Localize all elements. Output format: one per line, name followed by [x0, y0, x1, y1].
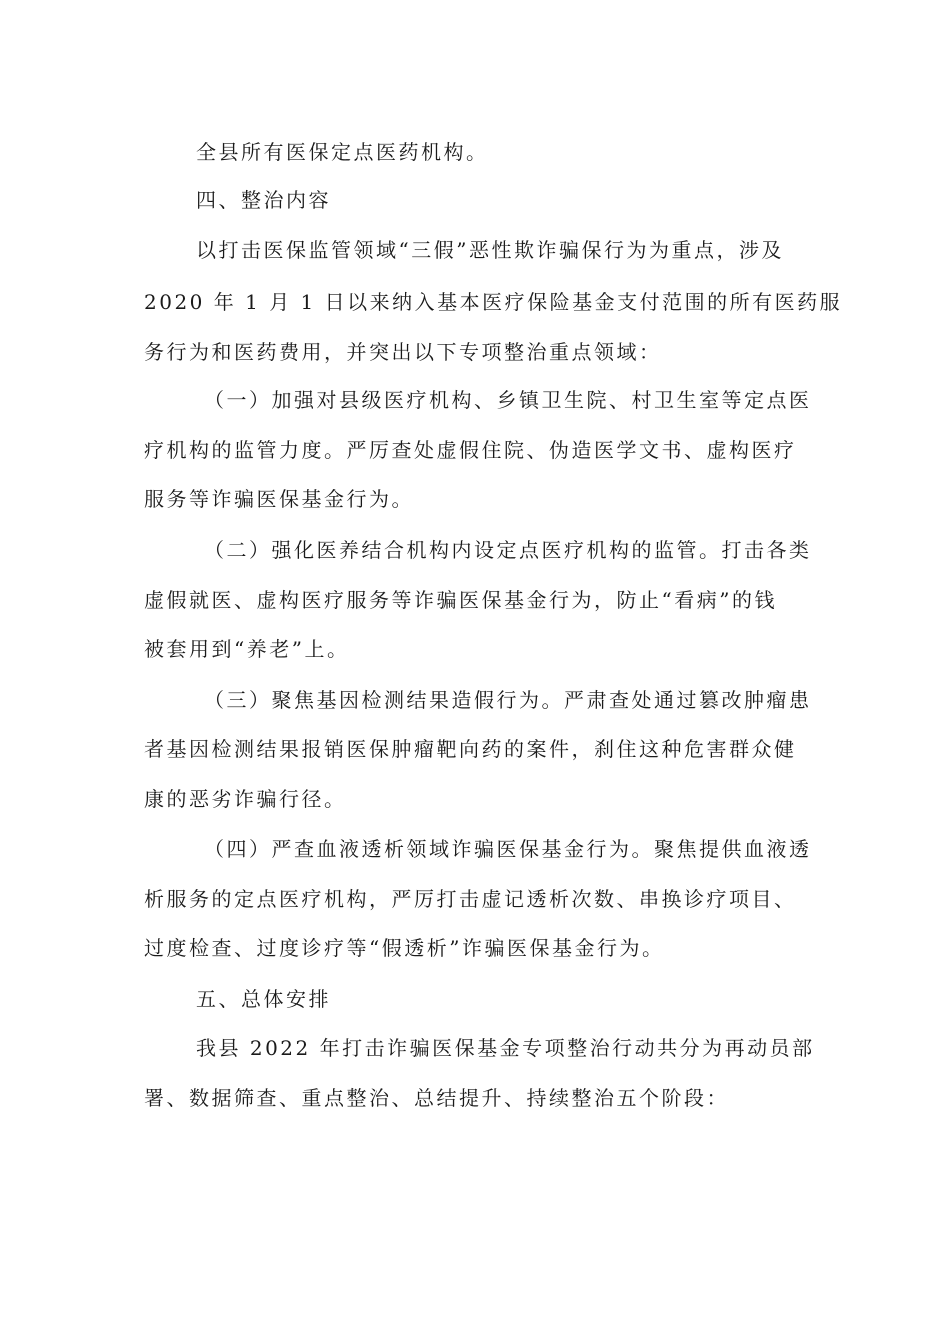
paragraph-line: 过度检查、过度诊疗等“假透析”诈骗医保基金行为。	[144, 936, 665, 960]
paragraph-line: 2020 年 1 月 1 日以来纳入基本医疗保险基金支付范围的所有医药服	[144, 290, 843, 314]
paragraph-line: 疗机构的监管力度。严厉查处虚假住院、伪造医学文书、虚构医疗	[144, 438, 797, 462]
paragraph-line: 务行为和医药费用，并突出以下专项整治重点领域：	[144, 340, 662, 364]
paragraph-line: 被套用到“养老”上。	[144, 637, 350, 661]
paragraph-line: （一）加强对县级医疗机构、乡镇卫生院、村卫生室等定点医	[204, 388, 812, 412]
paragraph-line: （三）聚焦基因检测结果造假行为。严肃查处通过篡改肿瘤患	[204, 688, 812, 712]
paragraph-line: 虚假就医、虚构医疗服务等诈骗医保基金行为，防止“看病”的钱	[144, 588, 777, 612]
paragraph-line: （四）严查血液透析领域诈骗医保基金行为。聚焦提供血液透	[204, 837, 812, 861]
paragraph-line: 以打击医保监管领域“三假”恶性欺诈骗保行为为重点，涉及	[196, 238, 784, 262]
paragraph-line: 析服务的定点医疗机构，严厉打击虚记透析次数、串换诊疗项目、	[144, 887, 797, 911]
section-heading: 五、总体安排	[196, 987, 331, 1011]
paragraph-line: （二）强化医养结合机构内设定点医疗机构的监管。打击各类	[204, 538, 812, 562]
paragraph-line: 我县 2022 年打击诈骗医保基金专项整治行动共分为再动员部	[196, 1036, 815, 1060]
paragraph-line: 全县所有医保定点医药机构。	[196, 140, 489, 164]
paragraph-line: 署、数据筛查、重点整治、总结提升、持续整治五个阶段：	[144, 1086, 729, 1110]
paragraph-line: 者基因检测结果报销医保肿瘤靶向药的案件，刹住这种危害群众健	[144, 737, 797, 761]
paragraph-line: 康的恶劣诈骗行径。	[144, 787, 347, 811]
section-heading: 四、整治内容	[196, 188, 331, 212]
paragraph-line: 服务等诈骗医保基金行为。	[144, 487, 414, 511]
